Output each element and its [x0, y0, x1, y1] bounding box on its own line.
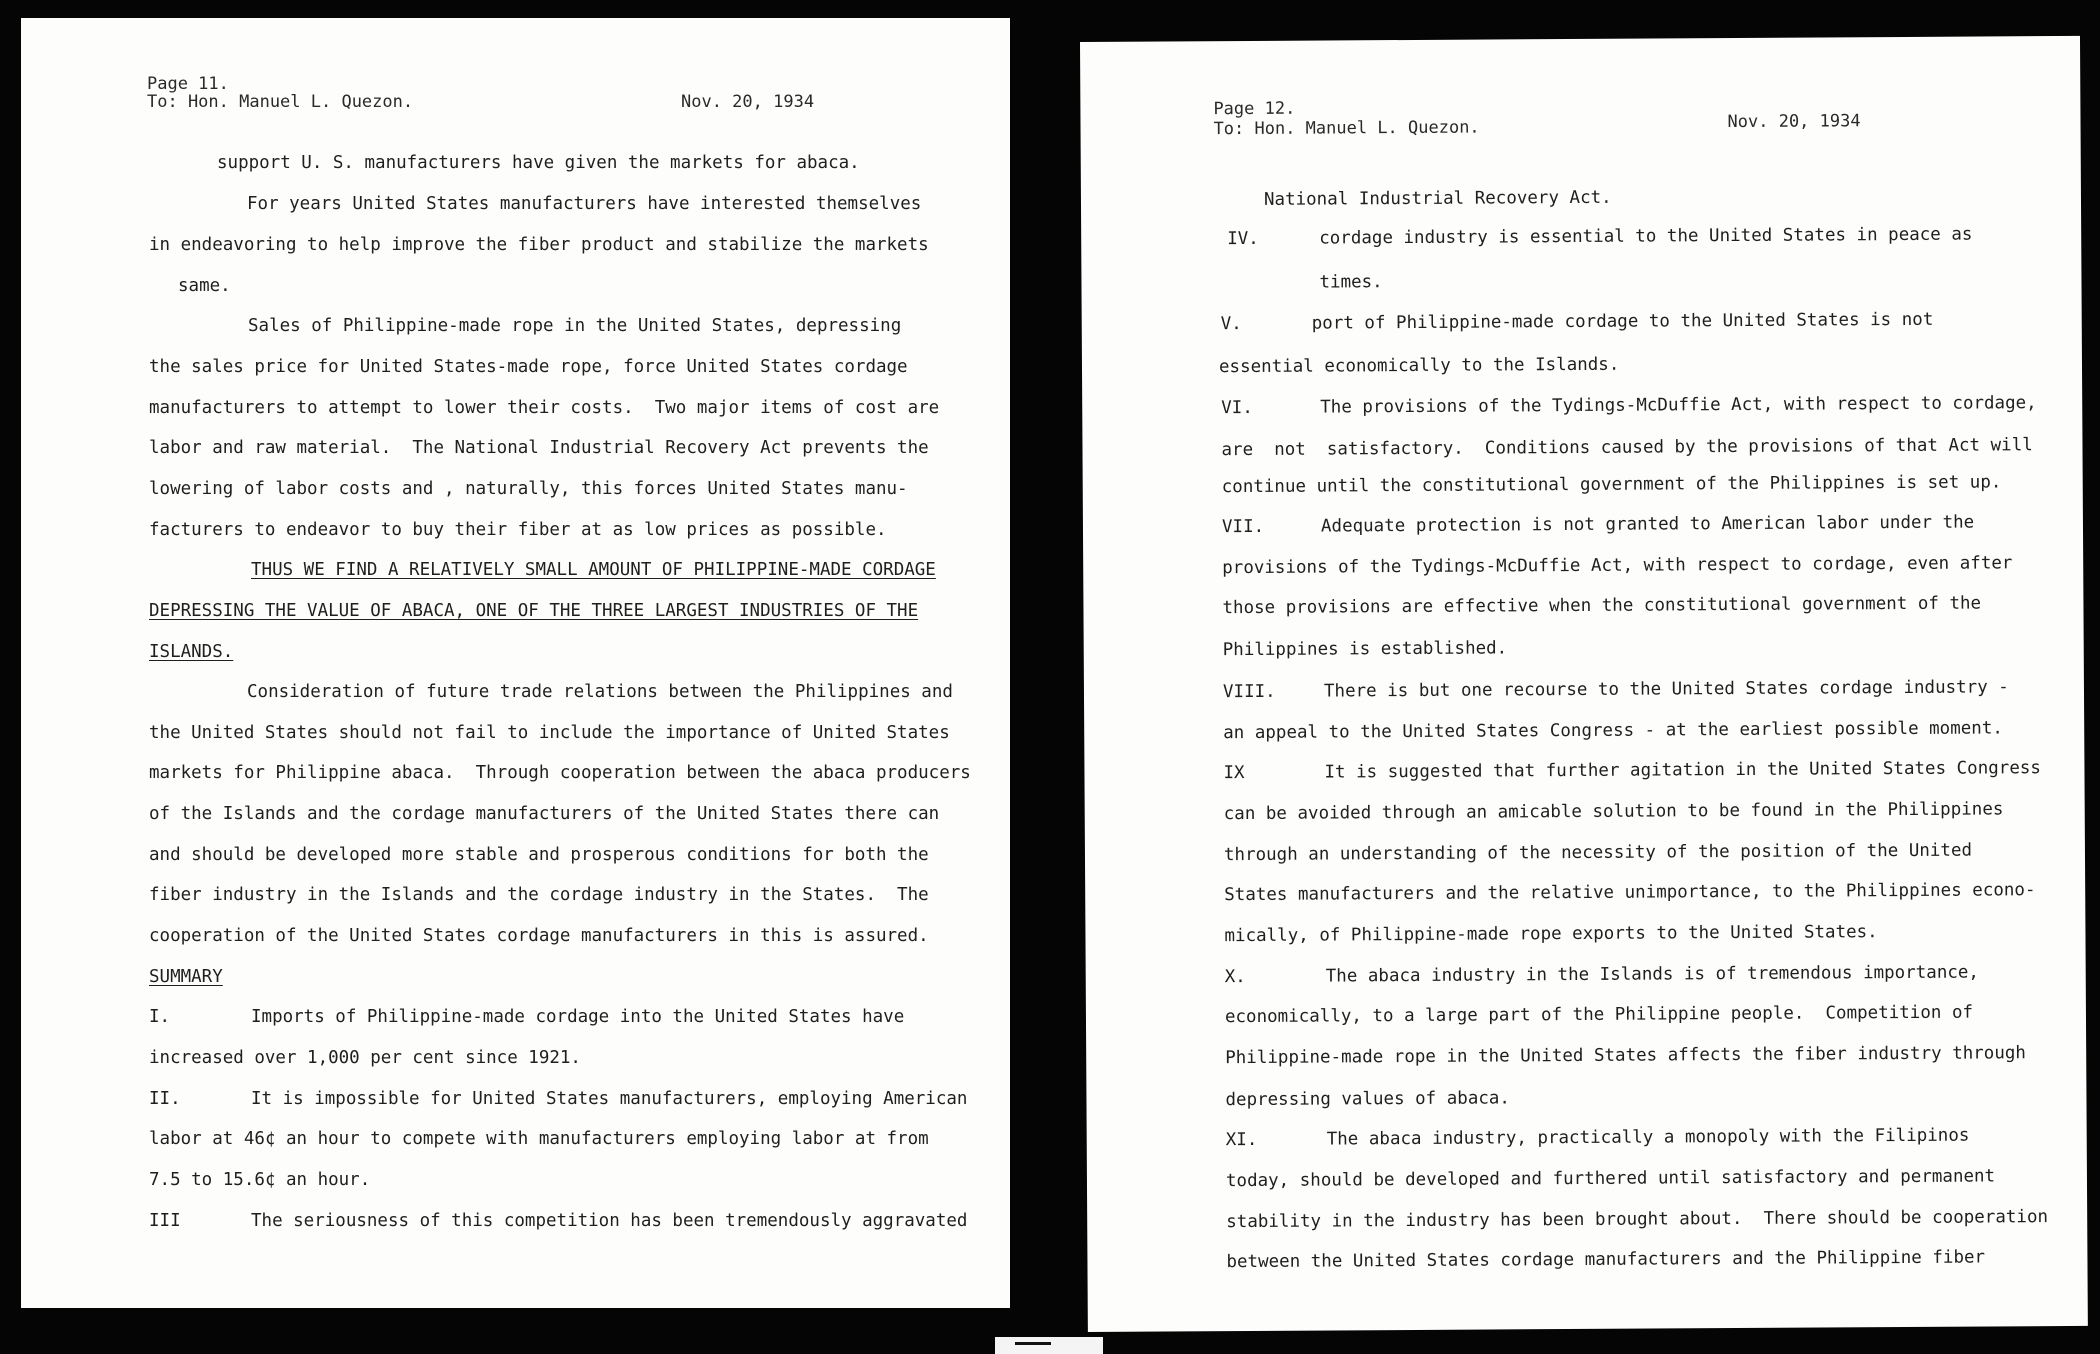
emphasis-line: DEPRESSING THE VALUE OF ABACA, ONE OF THE THREE LARGEST INDUSTRIES OF THE — [149, 601, 919, 621]
text-line: in endeavoring to help improve the fiber product and stabilize the markets — [149, 235, 929, 255]
text-line: essential economically to the Islands. — [1218, 354, 1620, 378]
text-line: depressing values of abaca. — [1225, 1088, 1511, 1111]
text-line: same. — [178, 276, 231, 296]
text-line: manufacturers to attempt to lower their costs. Two major items of cost are — [149, 398, 940, 418]
text-line: port of Philippine-made cordage to the United States is not — [1311, 309, 1934, 334]
text-line: For years United States manufacturers have interested themselves — [247, 194, 922, 214]
text-line: The abaca industry, practically a monopoly with the Filipinos — [1326, 1125, 1970, 1150]
text-line: fiber industry in the Islands and the cordage industry in the States. The — [149, 885, 929, 905]
text-line: the sales price for United States-made rope, force United States cordage — [149, 357, 908, 377]
text-line: 7.5 to 15.6¢ an hour. — [149, 1170, 371, 1190]
text-line: It is suggested that further agitation in the United States Congress — [1324, 758, 2041, 783]
text-line: mically, of Philippine-made rope exports to the United States. — [1224, 922, 1878, 947]
text-line: those provisions are effective when the constitutional government of the — [1222, 593, 1982, 619]
text-line: Adequate protection is not granted to American labor under the — [1320, 512, 1975, 537]
numeral-label: VII. — [1221, 516, 1265, 538]
text-line: cooperation of the United States cordage manufacturers in this is assured. — [149, 926, 929, 946]
text-line: Sales of Philippine-made rope in the United States, depressing — [248, 316, 902, 336]
text-line: States manufacturers and the relative unimportance, to the Philippines econo- — [1224, 880, 2036, 906]
text-line: support U. S. manufacturers have given the markets for abaca. — [217, 153, 860, 173]
numeral-label: V. — [1220, 314, 1242, 335]
addressee-label: To: Hon. Manuel L. Quezon. — [147, 92, 414, 112]
emphasis-line: ISLANDS. — [149, 642, 234, 662]
text-line: The provisions of the Tydings-McDuffie Act, with respect to cordage, — [1320, 393, 2037, 418]
text-line: times. — [1319, 272, 1383, 293]
section-heading: SUMMARY — [149, 967, 223, 987]
addressee-label: To: Hon. Manuel L. Quezon. — [1213, 117, 1480, 140]
text-line: Philippines is established. — [1222, 638, 1508, 661]
document-page-12 — [1080, 36, 2088, 1332]
text-line: National Industrial Recovery Act. — [1263, 187, 1612, 210]
text-line: continue until the constitutional government of the Philippines is set up. — [1221, 472, 2002, 498]
text-line: markets for Philippine abaca. Through cooperation between the abaca producers — [149, 763, 971, 783]
page-number-label: Page 11. — [147, 74, 229, 94]
date-label: Nov. 20, 1934 — [681, 92, 815, 112]
numeral-label: X. — [1224, 967, 1246, 988]
numeral-label: XI. — [1225, 1129, 1258, 1151]
text-line: today, should be developed and furthered until satisfactory and permanent — [1225, 1166, 1996, 1192]
scan-edge-tab — [995, 1337, 1103, 1354]
numeral-label: IX — [1223, 763, 1245, 784]
text-line: are not satisfactory. Conditions caused by the provisions of that Act will — [1221, 435, 2033, 461]
text-line: and should be developed more stable and prosperous conditions for both the — [149, 845, 929, 865]
emphasis-line: THUS WE FIND A RELATIVELY SMALL AMOUNT OF PHILIPPINE-MADE CORDAGE — [251, 560, 936, 580]
text-line: It is impossible for United States manufacturers, employing American — [251, 1089, 968, 1109]
date-label: Nov. 20, 1934 — [1727, 111, 1861, 133]
page-number-label: Page 12. — [1213, 98, 1296, 120]
numeral-label: I. — [149, 1007, 171, 1027]
text-line: There is but one recourse to the United States cordage industry - — [1323, 677, 2009, 702]
text-line: labor at 46¢ an hour to compete with manufacturers employing labor at from — [149, 1129, 929, 1149]
text-line: The seriousness of this competition has been tremendously aggravated — [251, 1211, 968, 1231]
text-line: Imports of Philippine-made cordage into the United States have — [251, 1007, 905, 1027]
document-page-11 — [21, 18, 1010, 1308]
text-line: the United States should not fail to include the importance of United States — [149, 723, 950, 743]
numeral-label: III — [149, 1211, 181, 1231]
text-line: lowering of labor costs and , naturally, this forces United States manu- — [149, 479, 908, 499]
text-line: economically, to a large part of the Philippine people. Competition of — [1224, 1002, 1974, 1028]
text-line: through an understanding of the necessity of the position of the United — [1223, 840, 1973, 866]
text-line: Philippine-made rope in the United States affects the fiber industry through — [1225, 1043, 2026, 1069]
text-line: Consideration of future trade relations between the Philippines and — [247, 682, 953, 702]
text-line: The abaca industry in the Islands is of tremendous importance, — [1325, 962, 1979, 987]
text-line: increased over 1,000 per cent since 1921. — [149, 1048, 581, 1068]
text-line: cordage industry is essential to the United States in peace as — [1319, 224, 1973, 249]
text-line: between the United States cordage manufacturers and the Philippine fiber — [1226, 1247, 1986, 1273]
text-line: can be avoided through an amicable solution to be found in the Philippines — [1223, 799, 2004, 825]
text-line: stability in the industry has been brought about. There should be cooperation — [1226, 1207, 2049, 1233]
numeral-label: VIII. — [1222, 681, 1276, 703]
numeral-label: IV. — [1227, 228, 1259, 250]
numeral-label: II. — [149, 1089, 181, 1109]
numeral-label: VI. — [1221, 397, 1253, 419]
text-line: labor and raw material. The National Industrial Recovery Act prevents the — [149, 438, 929, 458]
text-line: of the Islands and the cordage manufacturers of the United States there can — [149, 804, 940, 824]
text-line: provisions of the Tydings-McDuffie Act, with respect to cordage, even after — [1222, 553, 2013, 579]
text-line: facturers to endeavor to buy their fiber at as low prices as possible. — [149, 520, 887, 540]
text-line: an appeal to the United States Congress - at the earliest possible moment. — [1223, 718, 2003, 744]
